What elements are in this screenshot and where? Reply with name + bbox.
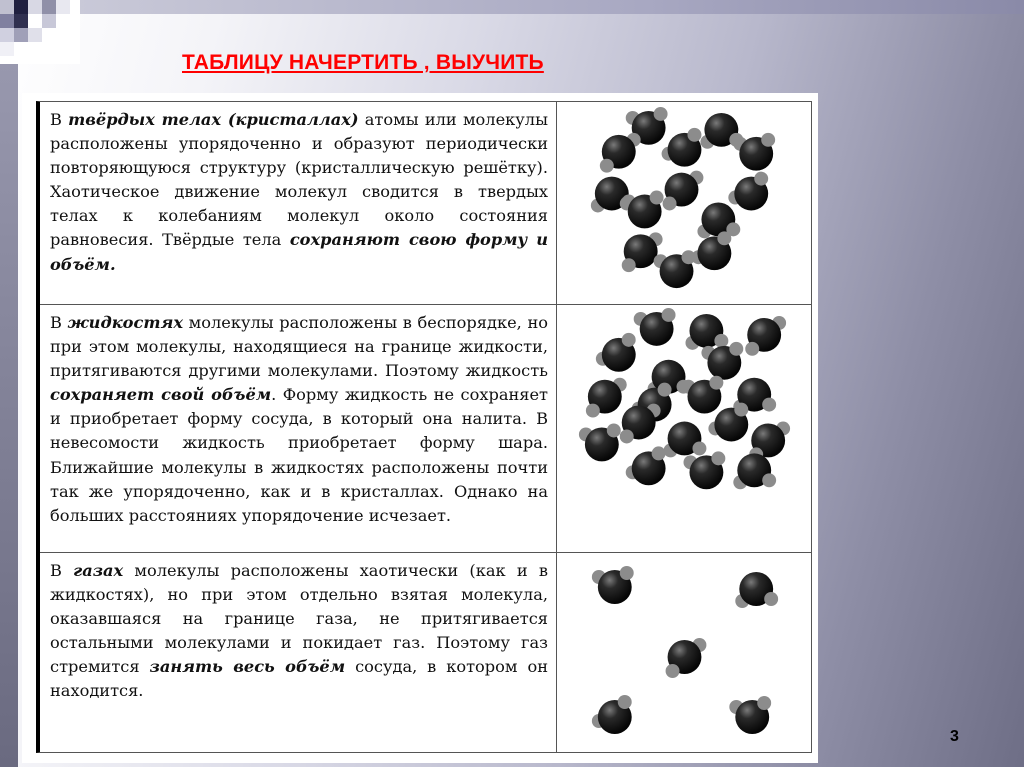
molecule-icon [685, 314, 728, 350]
table-row-liquids [40, 305, 811, 553]
liquids-description [40, 305, 557, 552]
body-text: молекулы расположены хаотически (как и в жидкостях), но при этом отдельно взятая молекула, оказавшаяся на границе газа, не притягивается остальными молекулами и покидает газ. Поэтому газ стремится [50, 561, 548, 677]
molecule-icon [634, 308, 676, 346]
body-text: В [50, 313, 68, 332]
top-decor-band [78, 0, 1024, 14]
molecule-icon [701, 342, 743, 380]
liquid-molecules-illustration [557, 305, 811, 552]
body-text: . Форму жидкость не сохраняет и приобретает форму сосуда, в который она налита. В невесомости жидкость приобретает форму шара. Ближайшие молекулы в жидкостях расположены почти так же упорядоченно, как и в кристаллах. Однако на больших расстояниях упорядочение исчезает. [50, 385, 549, 525]
emphasized-text: жидкостях [67, 313, 183, 332]
molecule-icon [728, 172, 768, 211]
molecule-icon [654, 250, 696, 288]
table-row-solids [40, 102, 811, 305]
left-decor-strip [0, 30, 18, 767]
molecule-icon [586, 378, 627, 418]
molecule-icon [592, 566, 634, 604]
emphasized-text: твёрдых телах (кристаллах) [68, 110, 359, 129]
page-number: 3 [950, 728, 959, 745]
molecule-icon [663, 171, 704, 211]
body-text: молекулы расположены в беспорядке, но при этом молекулы, находящиеся на границе жидкости, притягиваются другими молекулами. Поэтому жидкость [50, 313, 548, 381]
molecule-icon [684, 451, 726, 489]
molecule-icon [729, 696, 771, 734]
emphasized-text: сохраняет свой объём [50, 385, 272, 405]
states-of-matter-table [36, 101, 812, 753]
molecule-icon [745, 316, 786, 356]
molecule-icon [626, 446, 666, 485]
emphasized-text: занять весь объём [149, 657, 346, 677]
emphasized-text: газах [73, 561, 124, 580]
molecule-icon [691, 231, 731, 270]
molecule-icon [735, 572, 778, 608]
molecule-icon [733, 453, 776, 489]
gas-molecules-figure [557, 553, 811, 752]
molecule-icon [664, 422, 707, 458]
emphasized-text: сохраняют свою форму и объём. [50, 230, 548, 274]
molecule-icon [592, 695, 632, 734]
molecule-icon [666, 638, 707, 678]
table-row-gases [40, 553, 811, 752]
molecule-icon [662, 128, 702, 167]
solids-description [40, 102, 557, 304]
body-text: В [50, 561, 74, 580]
molecule-icon [579, 424, 621, 462]
molecule-icon [733, 133, 775, 171]
molecule-icon [697, 203, 740, 239]
molecule-icon [622, 191, 664, 229]
states-of-matter-table-panel [22, 93, 818, 763]
corner-squares-decor [0, 0, 80, 64]
body-text: сосуда, в котором он находится. [50, 657, 548, 701]
slide-title: ТАБЛИЦУ НАЧЕРТИТЬ , ВЫУЧИТЬ [182, 51, 544, 74]
molecule-icon [620, 404, 661, 444]
gas-molecules-illustration [557, 553, 811, 752]
solid-molecules-illustration [557, 102, 811, 304]
solid-lattice-figure [557, 102, 811, 304]
gases-description [40, 553, 557, 752]
molecule-icon [596, 333, 636, 372]
body-text: атомы или молекулы расположены упорядоченно и образуют периодически повторяющуюся структуру (кристаллическую решётку). Хаотическое движение молекул сводится в твердых телах к колебаниям молекул около состояния равновесия. Твёрдые тела [50, 110, 548, 250]
molecule-icon [682, 376, 724, 414]
body-text: В [50, 110, 69, 129]
liquid-molecules-figure [557, 305, 811, 552]
molecule-icon [600, 133, 641, 173]
